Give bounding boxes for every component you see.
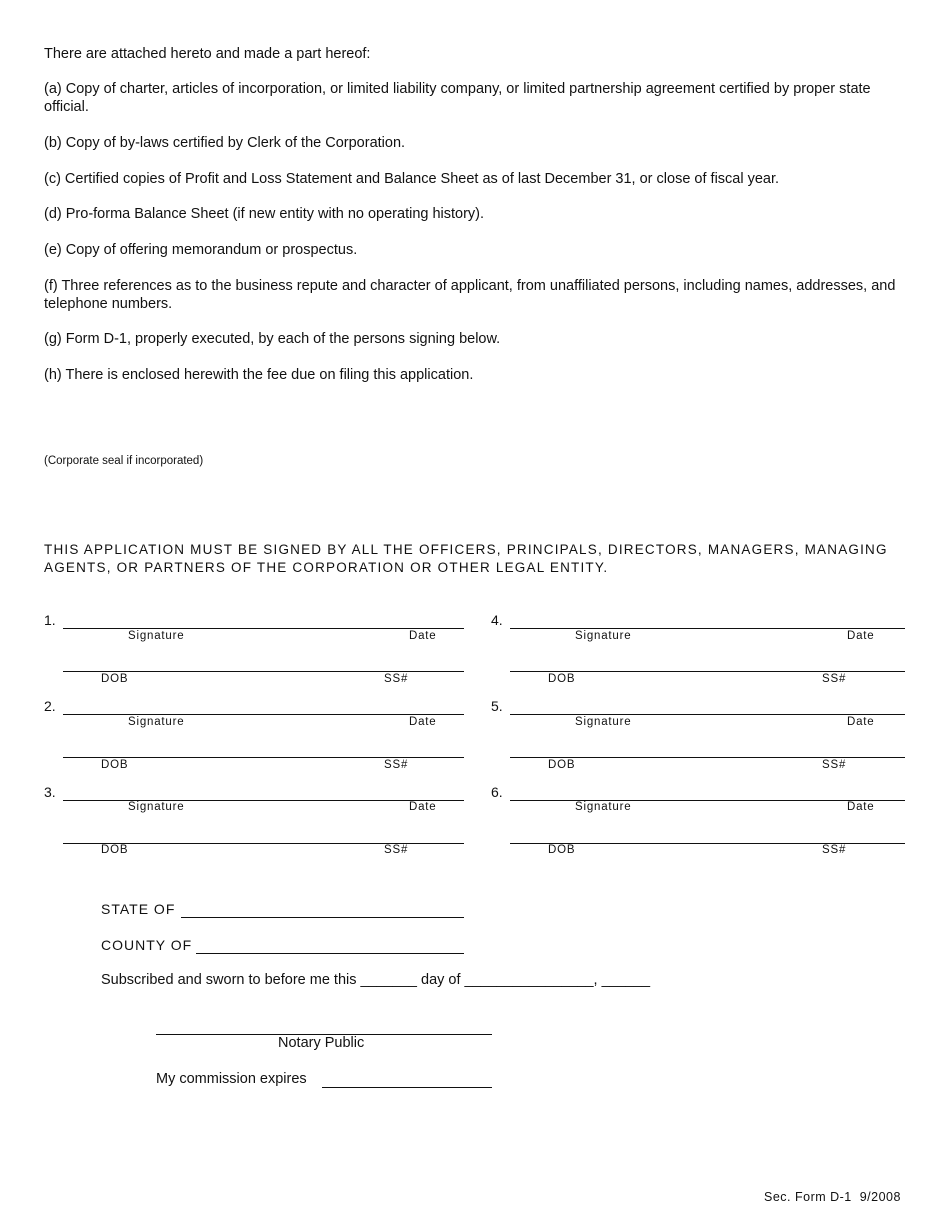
signature-label: Signature [575, 801, 632, 813]
notary-public-label: Notary Public [278, 1035, 365, 1051]
signer-number: 1. [44, 612, 56, 628]
state-label: STATE OF [101, 901, 176, 917]
attachment-d: (d) Pro-forma Balance Sheet (if new entity with no operating history). [44, 206, 485, 222]
dob-label: DOB [101, 844, 129, 856]
signature-date-line[interactable] [63, 628, 464, 629]
date-label: Date [847, 801, 875, 813]
date-label: Date [847, 630, 875, 642]
dob-label: DOB [548, 844, 576, 856]
attachment-f: (f) Three references as to the business repute and character of applicant, from unaffiliated persons, including names, addresses, and telephone numbers. [44, 278, 896, 312]
dob-ss-line[interactable] [63, 757, 464, 758]
commission-expires-line[interactable] [322, 1087, 492, 1088]
date-label: Date [409, 716, 437, 728]
ss-label: SS# [822, 759, 847, 771]
ss-label: SS# [822, 844, 847, 856]
attachment-g: (g) Form D-1, properly executed, by each of the persons signing below. [44, 331, 501, 347]
signature-label: Signature [128, 630, 185, 642]
signature-date-line[interactable] [510, 800, 905, 801]
attachment-c: (c) Certified copies of Profit and Loss Statement and Balance Sheet as of last December 31, or close of fiscal year. [44, 171, 780, 187]
dob-ss-line[interactable] [510, 671, 905, 672]
date-label: Date [409, 801, 437, 813]
signature-date-line[interactable] [510, 628, 905, 629]
attachment-e: (e) Copy of offering memorandum or prospectus. [44, 242, 358, 258]
signer-number: 4. [491, 612, 503, 628]
date-label: Date [847, 716, 875, 728]
signature-label: Signature [575, 716, 632, 728]
dob-label: DOB [548, 673, 576, 685]
signer-number: 5. [491, 698, 503, 714]
sworn-statement: Subscribed and sworn to before me this _______ day of ________________, ______ [101, 972, 651, 988]
attachment-a: (a) Copy of charter, articles of incorporation, or limited liability company, or limited partnership agreement certified by proper state official. [44, 81, 871, 115]
dob-ss-line[interactable] [63, 671, 464, 672]
signature-label: Signature [575, 630, 632, 642]
date-label: Date [409, 630, 437, 642]
signer-number: 6. [491, 784, 503, 800]
county-label: COUNTY OF [101, 937, 193, 953]
attachment-h: (h) There is enclosed herewith the fee due on filing this application. [44, 367, 474, 383]
ss-label: SS# [384, 844, 409, 856]
corporate-seal-note: (Corporate seal if incorporated) [44, 455, 204, 467]
dob-label: DOB [101, 759, 129, 771]
commission-expires-label: My commission expires [156, 1071, 307, 1087]
signature-label: Signature [128, 716, 185, 728]
dob-label: DOB [548, 759, 576, 771]
signature-date-line[interactable] [63, 714, 464, 715]
attachment-b: (b) Copy of by-laws certified by Clerk of the Corporation. [44, 135, 406, 151]
county-field-line[interactable] [196, 953, 464, 954]
signer-number: 2. [44, 698, 56, 714]
form-footer: Sec. Form D-1 9/2008 [764, 1190, 901, 1204]
dob-ss-line[interactable] [510, 757, 905, 758]
ss-label: SS# [822, 673, 847, 685]
state-field-line[interactable] [181, 917, 464, 918]
intro-text: There are attached hereto and made a part hereof: [44, 46, 371, 62]
signer-number: 3. [44, 784, 56, 800]
signature-date-line[interactable] [63, 800, 464, 801]
ss-label: SS# [384, 673, 409, 685]
signing-notice: THIS APPLICATION MUST BE SIGNED BY ALL THE OFFICERS, PRINCIPALS, DIRECTORS, MANAGERS, MANAGING AGENTS, OR PARTNERS OF THE CORPORATION OR OTHER LEGAL ENTITY. [44, 542, 888, 575]
ss-label: SS# [384, 759, 409, 771]
signature-label: Signature [128, 801, 185, 813]
dob-label: DOB [101, 673, 129, 685]
signature-date-line[interactable] [510, 714, 905, 715]
